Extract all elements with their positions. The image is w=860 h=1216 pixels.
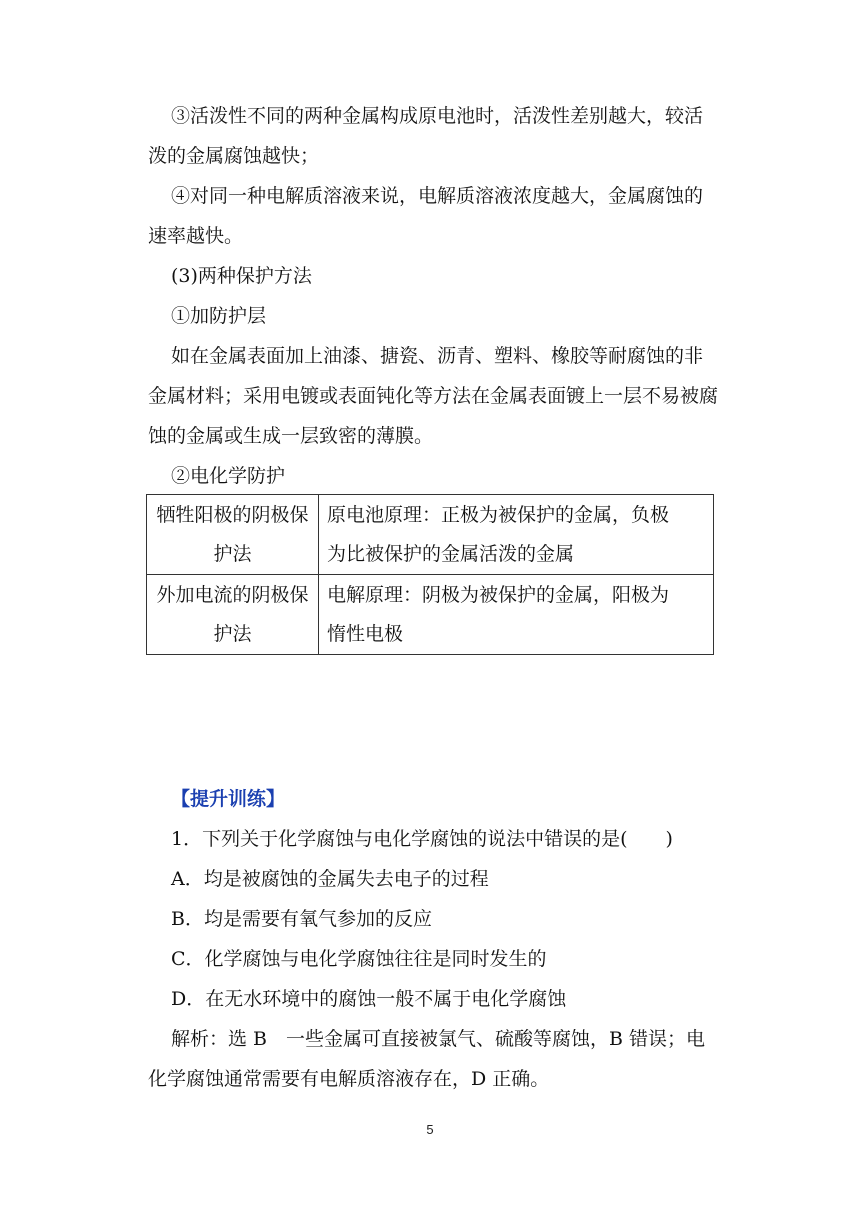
question-text: 1．下列关于化学腐蚀与电化学腐蚀的说法中错误的是( ): [171, 828, 673, 850]
option-c: C．化学腐蚀与电化学腐蚀往往是同时发生的: [171, 948, 547, 970]
text-line: 泼的金属腐蚀越快；: [148, 145, 320, 167]
method-name-line: 牺牲阳极的阴极保: [156, 504, 309, 526]
subsection-heading: ②电化学防护: [171, 465, 286, 487]
table-row: [147, 575, 714, 655]
analysis-text: 解析：选 B 一些金属可直接被氯气、硫酸等腐蚀，B 错误；电: [171, 1028, 706, 1050]
text-line: 如在金属表面加上油漆、搪瓷、沥青、塑料、橡胶等耐腐蚀的非: [171, 345, 704, 367]
exercise-heading: 【提升训练】: [171, 788, 286, 810]
method-name-line: 外加电流的阴极保: [156, 584, 309, 606]
subsection-heading: ①加防护层: [171, 305, 267, 327]
method-name-cell: [147, 575, 319, 655]
analysis-text: 化学腐蚀通常需要有电解质溶液存在，D 正确。: [148, 1068, 550, 1090]
option-d: D．在无水环境中的腐蚀一般不属于电化学腐蚀: [171, 988, 567, 1010]
protection-methods-table: [146, 494, 714, 655]
method-description-line: 原电池原理：正极为被保护的金属，负极: [327, 504, 670, 526]
table-row: [147, 495, 714, 575]
text-line: 金属材料；采用电镀或表面钝化等方法在金属表面镀上一层不易被腐: [148, 385, 719, 407]
text-line: ④对同一种电解质溶液来说，电解质溶液浓度越大，金属腐蚀的: [171, 185, 704, 207]
method-name-cell: [147, 495, 319, 575]
option-a: A．均是被腐蚀的金属失去电子的过程: [171, 868, 489, 890]
method-description-cell: [319, 575, 714, 655]
text-line: 蚀的金属或生成一层致密的薄膜。: [148, 425, 434, 447]
method-name-line: 护法: [213, 623, 252, 645]
method-description-line: 电解原理：阴极为被保护的金属，阳极为: [327, 584, 670, 606]
method-description-line: 为比被保护的金属活泼的金属: [327, 543, 575, 565]
method-name-line: 护法: [213, 543, 252, 565]
method-description-line: 惰性电极: [327, 623, 404, 645]
option-b: B．均是需要有氧气参加的反应: [171, 908, 432, 930]
page-number: 5: [426, 1122, 434, 1137]
text-line: ③活泼性不同的两种金属构成原电池时，活泼性差别越大，较活: [171, 105, 704, 127]
method-description-cell: [319, 495, 714, 575]
section-heading: (3)两种保护方法: [171, 265, 312, 287]
text-line: 速率越快。: [148, 225, 244, 247]
